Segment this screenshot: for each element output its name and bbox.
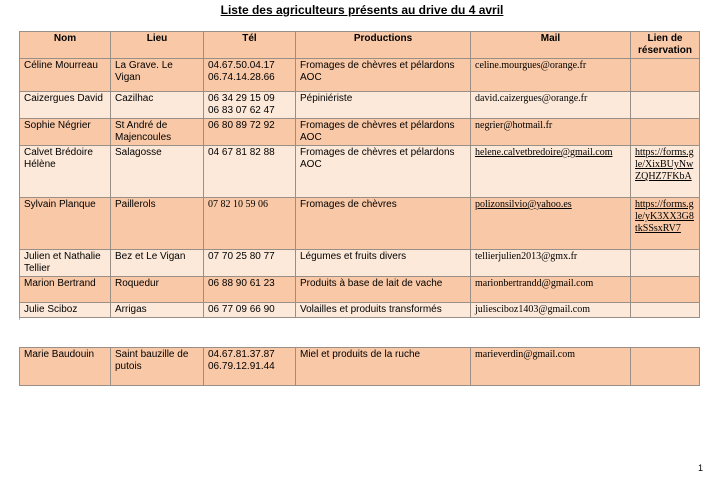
table-row: [20, 198, 700, 250]
cell-lieu: Bez et Le Vigan: [111, 250, 204, 277]
cell-productions: Fromages de chèvres et pélardons AOC: [296, 119, 471, 146]
header-productions: Productions: [296, 32, 471, 59]
cell-lien: [631, 348, 700, 386]
cell-productions: Fromages de chèvres et pélardons AOC: [296, 146, 471, 198]
table-row: [20, 303, 700, 318]
cell-lien: [631, 250, 700, 277]
cell-productions: Pépiniériste: [296, 92, 471, 119]
cell-tel: 04.67.50.04.17 06.74.14.28.66: [204, 59, 296, 92]
cell-lieu: Roquedur: [111, 277, 204, 303]
cell-nom: Calvet Brédoire Hélène: [20, 146, 111, 198]
cell-lieu: Cazilhac: [111, 92, 204, 119]
cell-nom: Céline Mourreau: [20, 59, 111, 92]
cell-mail: negrier@hotmail.fr: [471, 119, 631, 146]
left-margin-bar: [0, 31, 20, 320]
cell-lien: [631, 303, 700, 318]
cell-lieu: Arrigas: [111, 303, 204, 318]
cell-productions: Produits à base de lait de vache: [296, 277, 471, 303]
header-lien: Lien de réservation: [631, 32, 700, 59]
cell-tel: 06 88 90 61 23: [204, 277, 296, 303]
header-tel: Tél: [204, 32, 296, 59]
cell-nom: Marie Baudouin: [20, 348, 111, 386]
cell-tel: 07 70 25 80 77: [204, 250, 296, 277]
table-row: [20, 250, 700, 277]
cell-productions: Fromages de chèvres et pélardons AOC: [296, 59, 471, 92]
table-row: [20, 92, 700, 119]
cell-lieu: Saint bauzille de putois: [111, 348, 204, 386]
table-row: [20, 59, 700, 92]
cell-tel: 04.67.81.37.87 06.79.12.91.44: [204, 348, 296, 386]
farmers-table: [19, 31, 700, 318]
table-header-row: [20, 32, 700, 59]
cell-productions: Volailles et produits transformés: [296, 303, 471, 318]
cell-lieu: St André de Majencoules: [111, 119, 204, 146]
cell-lieu: La Grave. Le Vigan: [111, 59, 204, 92]
table-row: [20, 277, 700, 303]
page-number: 1: [697, 463, 703, 473]
cell-productions: Miel et produits de la ruche: [296, 348, 471, 386]
cell-nom: Marion Bertrand: [20, 277, 111, 303]
left-margin-bar: [0, 347, 20, 385]
cell-nom: Sophie Négrier: [20, 119, 111, 146]
table-row: [20, 348, 700, 386]
document-title: Liste des agriculteurs présents au drive du 4 avril: [220, 3, 504, 17]
cell-lien[interactable]: https://forms.gle/yK3XX3G8tkSSsxRV7: [631, 198, 700, 250]
cell-nom: Julie Sciboz: [20, 303, 111, 318]
cell-tel: 06 77 09 66 90: [204, 303, 296, 318]
header-lieu: Lieu: [111, 32, 204, 59]
cell-nom: Sylvain Planque: [20, 198, 111, 250]
cell-mail: marieverdin@gmail.com: [471, 348, 631, 386]
table-row: [20, 146, 700, 198]
extra-farmer-table: [19, 347, 700, 386]
cell-lien: [631, 92, 700, 119]
cell-nom: Caizergues David: [20, 92, 111, 119]
cell-tel: 06 34 29 15 09 06 83 07 62 47: [204, 92, 296, 119]
cell-mail: tellierjulien2013@gmx.fr: [471, 250, 631, 277]
table-row: [20, 119, 700, 146]
cell-productions: Légumes et fruits divers: [296, 250, 471, 277]
header-nom: Nom: [20, 32, 111, 59]
cell-lien: [631, 119, 700, 146]
cell-mail: marionbertrandd@gmail.com: [471, 277, 631, 303]
cell-tel: 06 80 89 72 92: [204, 119, 296, 146]
cell-productions: Fromages de chèvres: [296, 198, 471, 250]
cell-lieu: Salagosse: [111, 146, 204, 198]
cell-mail: juliesciboz1403@gmail.com: [471, 303, 631, 318]
cell-mail: celine.mourgues@orange.fr: [471, 59, 631, 92]
cell-mail: david.caizergues@orange.fr: [471, 92, 631, 119]
cell-lien: [631, 59, 700, 92]
cell-tel: 07 82 10 59 06: [204, 198, 296, 250]
cell-lien[interactable]: https://forms.gle/XixBUyNwZQHZ7FKbA: [631, 146, 700, 198]
cell-mail[interactable]: helene.calvetbredoire@gmail.com: [471, 146, 631, 198]
cell-lieu: Paillerols: [111, 198, 204, 250]
cell-lien: [631, 277, 700, 303]
cell-tel: 04 67 81 82 88: [204, 146, 296, 198]
header-mail: Mail: [471, 32, 631, 59]
cell-nom: Julien et Nathalie Tellier: [20, 250, 111, 277]
cell-mail[interactable]: polizonsilvio@yahoo.es: [471, 198, 631, 250]
